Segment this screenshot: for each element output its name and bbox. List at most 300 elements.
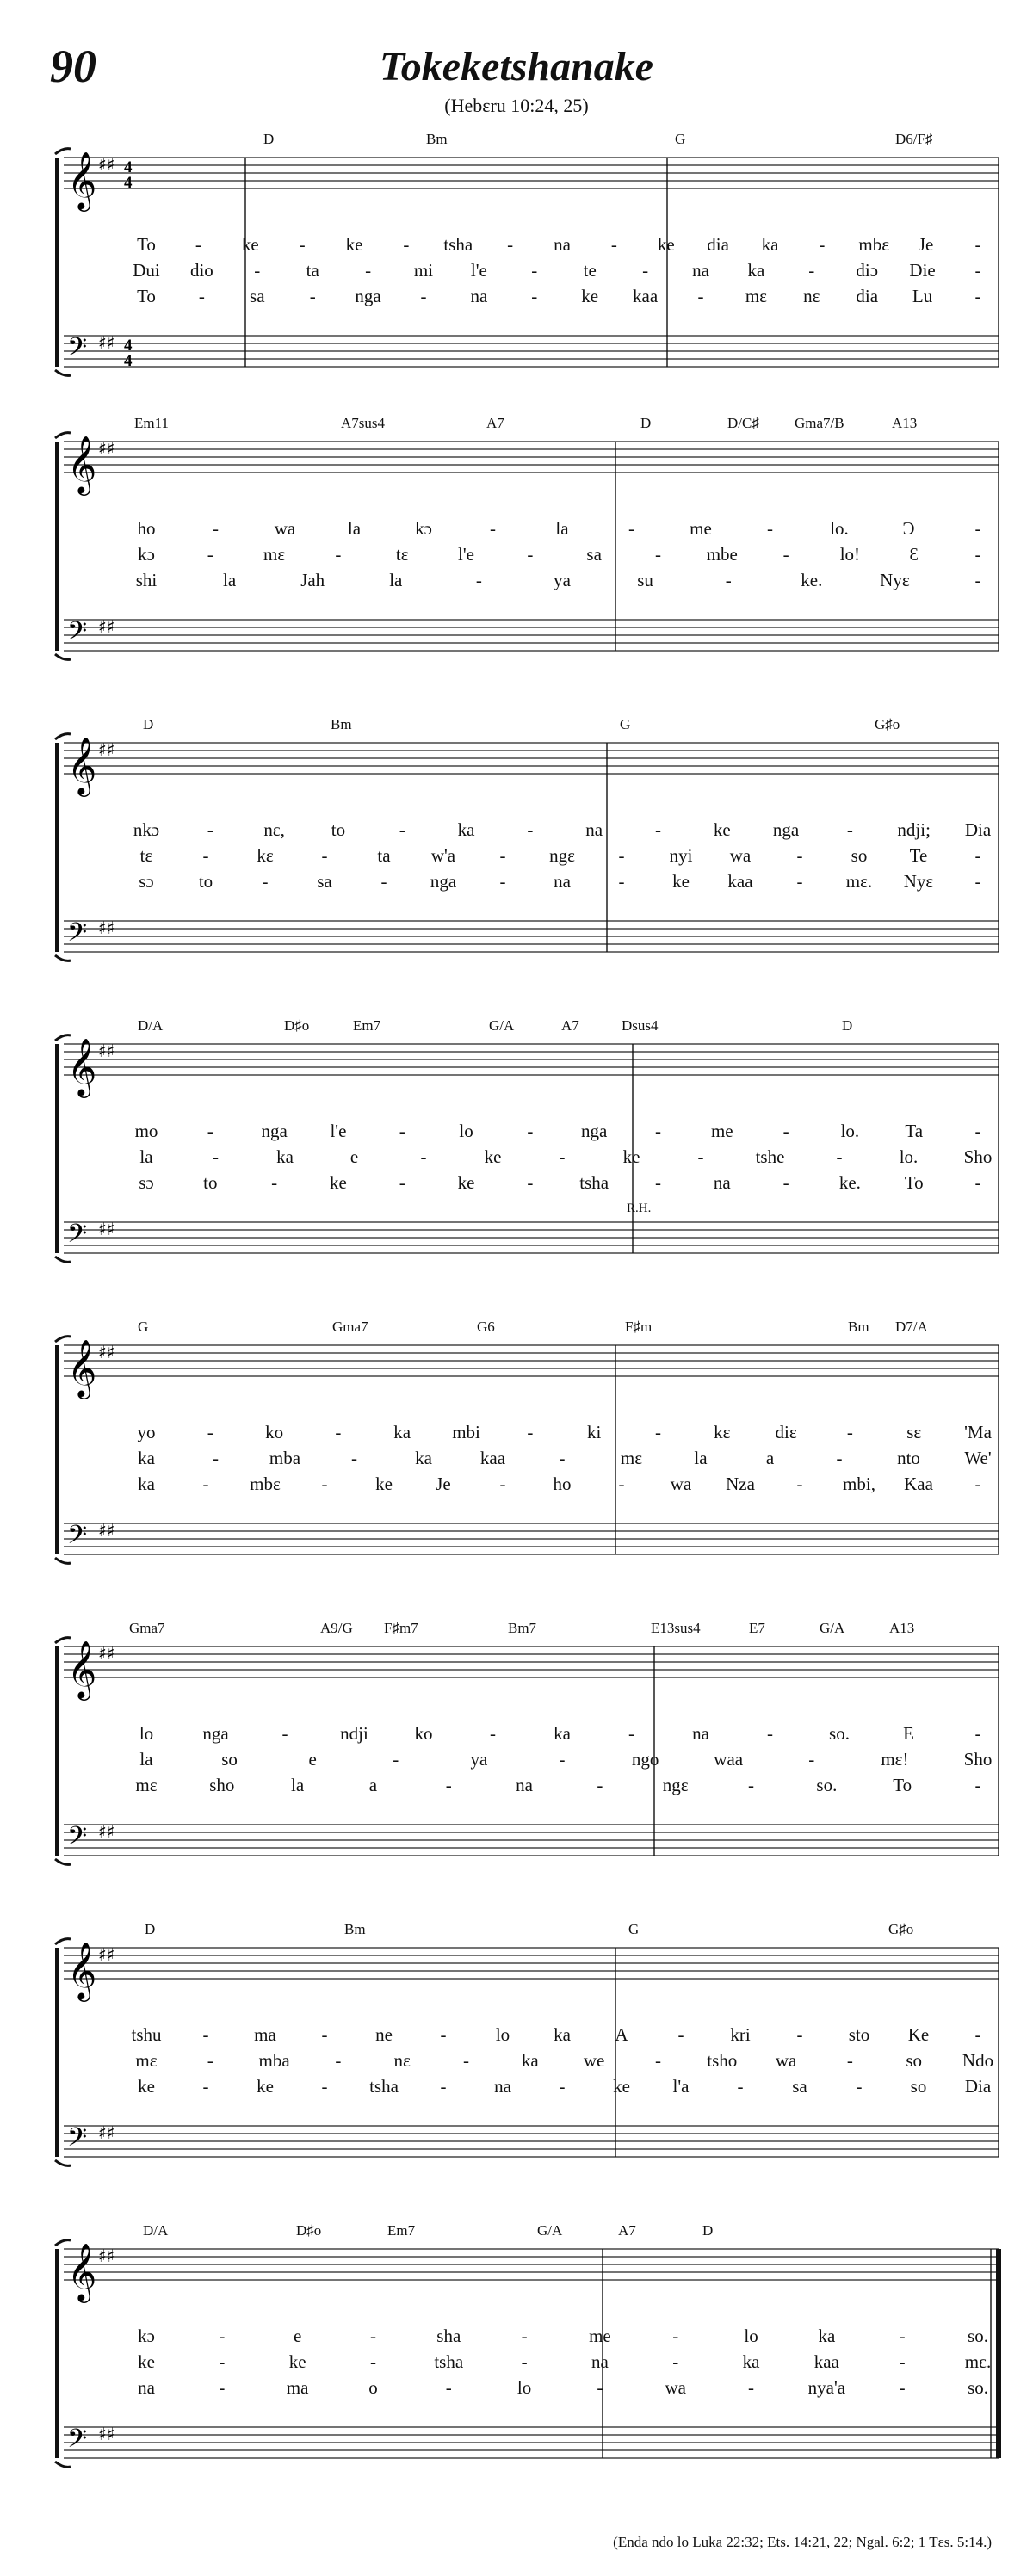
lyric-line-verse-3 [0, 1172, 1033, 1195]
lyric-syllable: - [974, 234, 981, 255]
lyric-syllable: wa [729, 845, 752, 866]
bass-clef-icon: 𝄢 [67, 2425, 88, 2460]
lyric-syllable: kɔ [138, 2326, 155, 2346]
lyric-syllable: diɔ [856, 260, 879, 281]
lyric-syllable: To [893, 1775, 912, 1795]
chord-symbol: A13 [892, 415, 918, 431]
lyric-syllable: tshu [131, 2024, 162, 2045]
key-signature-icon: ♯♯ [98, 2424, 115, 2444]
key-signature-icon: ♯♯ [98, 1821, 115, 1842]
lyric-syllable: - [899, 2351, 906, 2372]
lyric-syllable: - [697, 1146, 704, 1167]
chord-symbol: A7 [486, 415, 504, 431]
lyric-syllable: - [672, 2326, 679, 2346]
chord-symbol: A13 [889, 1620, 915, 1636]
lyric-syllable: - [440, 2076, 447, 2097]
bass-clef-icon: 𝄢 [67, 1521, 88, 1556]
lyric-syllable: me [690, 518, 712, 539]
lyric-syllable: Lu [912, 286, 933, 306]
lyric-syllable: - [672, 2351, 679, 2372]
bass-clef-icon: 𝄢 [67, 617, 88, 652]
lyric-syllable: l'e [458, 544, 475, 565]
lyric-syllable: - [642, 260, 649, 281]
lyric-syllable: mɛ! [881, 1749, 909, 1770]
lyric-syllable: sha [436, 2326, 461, 2346]
lyric-syllable: - [531, 286, 538, 306]
lyric-syllable: ke [138, 2076, 155, 2097]
system-4 [0, 1016, 1033, 1325]
lyric-line-verse-3 [0, 286, 1033, 308]
bracket-cap [55, 1257, 71, 1262]
lyric-syllable: ke [457, 1172, 475, 1193]
lyric-syllable: Ɛ [909, 544, 919, 565]
lyric-syllable: - [207, 819, 213, 840]
lyric-syllable: wa [665, 2377, 686, 2398]
lyric-syllable: nyi [669, 845, 693, 866]
lyric-syllable: - [836, 1146, 843, 1167]
lyric-syllable: ke [138, 2351, 155, 2372]
lyric-syllable: - [207, 544, 213, 565]
lyric-syllable: - [559, 1146, 566, 1167]
lyric-syllable: so. [816, 1775, 838, 1795]
lyric-syllable: lo [139, 1723, 154, 1744]
key-signature-icon: ♯♯ [98, 332, 115, 353]
lyric-syllable: - [202, 1473, 209, 1494]
lyric-syllable: la [694, 1448, 708, 1468]
lyric-syllable: sa [317, 871, 332, 892]
lyric-syllable: l'a [672, 2076, 690, 2097]
lyric-syllable: sɔ [139, 871, 154, 892]
lyric-syllable: Ɔ [902, 518, 915, 539]
lyric-syllable: ko [265, 1422, 284, 1442]
lyric-syllable: - [618, 1473, 625, 1494]
lyric-syllable: ke [672, 871, 690, 892]
lyric-syllable: Dui [133, 260, 160, 281]
chord-symbol: D [263, 131, 275, 147]
lyric-syllable: ke [657, 234, 675, 255]
chord-symbol: G/A [537, 2222, 563, 2239]
lyric-syllable: E [903, 1723, 914, 1744]
bracket-cap [55, 1558, 71, 1563]
lyric-syllable: - [499, 1473, 506, 1494]
lyric-syllable: ka [393, 1422, 411, 1442]
lyric-syllable: 'Ma [964, 1422, 992, 1442]
chord-symbol: Gma7 [129, 1620, 165, 1636]
lyric-syllable: - [748, 2377, 755, 2398]
chord-symbol: G/A [820, 1620, 845, 1636]
lyric-syllable: na [591, 2351, 609, 2372]
lyric-syllable: kɔ [415, 518, 432, 539]
chord-symbol: A7 [618, 2222, 636, 2239]
key-signature-icon: ♯♯ [98, 2246, 115, 2266]
lyric-syllable: ngɛ [662, 1775, 689, 1795]
lyric-syllable: - [628, 518, 634, 539]
lyric-syllable: la [139, 1749, 153, 1770]
lyric-syllable: - [299, 234, 306, 255]
key-signature-icon: ♯♯ [98, 917, 115, 938]
lyric-syllable: me [710, 1121, 733, 1141]
chord-symbol: Dsus4 [622, 1017, 659, 1034]
lyric-syllable: na [692, 260, 709, 281]
lyric-syllable: na [585, 819, 603, 840]
chord-symbol: D/A [138, 1017, 164, 1034]
footer-references: (Enda ndo lo Luka 22:32; Ets. 14:21, 22; Ngal. 6:2; 1 Tɛs. 5:14.) [613, 2534, 992, 2550]
lyric-syllable: dia [856, 286, 879, 306]
lyric-syllable: - [521, 2326, 528, 2346]
lyric-syllable: o [368, 2377, 378, 2398]
lyric-syllable: diɛ [775, 1422, 797, 1442]
lyric-syllable: ke [613, 2076, 630, 2097]
system-7 [0, 1919, 1033, 2229]
lyric-syllable: ke [257, 2076, 274, 2097]
lyric-syllable: - [202, 2076, 209, 2097]
key-signature-icon: ♯♯ [98, 1643, 115, 1664]
key-signature-icon: ♯♯ [98, 616, 115, 637]
lyric-line-verse-2 [0, 2050, 1033, 2073]
lyric-syllable: A [615, 2024, 628, 2045]
lyric-syllable: - [213, 1448, 219, 1468]
lyric-syllable: - [559, 1448, 566, 1468]
lyric-syllable: l'e [470, 260, 487, 281]
lyric-syllable: ya [470, 1749, 488, 1770]
lyric-syllable: - [527, 819, 534, 840]
lyric-syllable: - [219, 2377, 226, 2398]
bass-clef-icon: 𝄢 [67, 1220, 88, 1255]
lyric-syllable: tɛ [395, 544, 409, 565]
lyric-syllable: - [490, 1723, 496, 1744]
lyric-syllable: Jah [300, 570, 325, 590]
lyric-syllable: mbɛ [250, 1473, 281, 1494]
chord-symbol: Gma7 [332, 1319, 368, 1335]
lyric-line-verse-1 [0, 1121, 1033, 1143]
lyric-syllable: mba [269, 1448, 301, 1468]
lyric-syllable: w'a [430, 845, 456, 866]
lyric-syllable: ka [747, 260, 765, 281]
chord-symbol: D [145, 1921, 156, 1937]
lyric-syllable: - [654, 1172, 661, 1193]
lyric-syllable: - [654, 819, 661, 840]
lyric-syllable: ndji; [897, 819, 931, 840]
lyric-syllable: - [527, 544, 534, 565]
lyric-syllable: - [767, 1723, 773, 1744]
key-signature-icon: ♯♯ [98, 1041, 115, 1061]
lyric-syllable: so. [829, 1723, 850, 1744]
lyric-syllable: - [380, 871, 387, 892]
lyric-syllable: - [974, 1775, 981, 1795]
chord-symbol: G♯o [875, 716, 900, 732]
lyric-syllable: sa [250, 286, 265, 306]
chord-symbol: D [143, 716, 154, 732]
lyric-syllable: ke [581, 286, 599, 306]
lyric-syllable: Je [436, 1473, 451, 1494]
key-signature-icon: ♯♯ [98, 1219, 115, 1239]
lyric-syllable: wa [274, 518, 296, 539]
lyric-line-verse-3 [0, 2377, 1033, 2400]
lyric-syllable: tsha [443, 234, 473, 255]
lyric-syllable: la [389, 570, 403, 590]
chord-symbol: G [138, 1319, 149, 1335]
chord-symbol: A7sus4 [341, 415, 386, 431]
lyric-syllable: mɛ. [964, 2351, 992, 2372]
chord-symbol: D/A [143, 2222, 169, 2239]
lyric-syllable: To [137, 286, 156, 306]
lyric-syllable: ndji [340, 1723, 368, 1744]
lyric-syllable: lo! [839, 544, 861, 565]
lyric-syllable: nkɔ [133, 819, 160, 840]
lyric-line-verse-1 [0, 2326, 1033, 2348]
lyric-syllable: Ta [905, 1121, 924, 1141]
lyric-syllable: - [899, 2377, 906, 2398]
lyric-syllable: Sho [963, 1749, 993, 1770]
chord-symbol: D7/A [895, 1319, 928, 1335]
lyric-syllable: lo. [830, 518, 849, 539]
time-signature: 4 [124, 337, 133, 355]
lyric-syllable: To [137, 234, 156, 255]
lyric-syllable: a [765, 1448, 775, 1468]
lyric-syllable: ma [286, 2377, 309, 2398]
lyric-syllable: ke [375, 1473, 393, 1494]
lyric-syllable: - [507, 234, 514, 255]
lyric-syllable: mbi [452, 1422, 480, 1442]
lyric-syllable: mbɛ [858, 234, 890, 255]
bracket-cap [55, 2160, 71, 2165]
lyric-syllable: - [207, 1121, 213, 1141]
lyric-syllable: - [974, 1172, 981, 1193]
chord-symbol: Em7 [353, 1017, 381, 1034]
lyric-line-verse-3 [0, 2076, 1033, 2098]
lyric-syllable: na [713, 1172, 731, 1193]
lyric-syllable: - [974, 260, 981, 281]
lyric-syllable: - [597, 2377, 603, 2398]
lyric-syllable: te [583, 260, 597, 281]
lyric-syllable: - [628, 1723, 634, 1744]
lyric-syllable: ngɛ [549, 845, 575, 866]
lyric-syllable: - [351, 1448, 357, 1468]
lyric-syllable: ka [276, 1146, 294, 1167]
lyric-syllable: - [420, 1146, 427, 1167]
lyric-syllable: ka [138, 1448, 155, 1468]
chord-symbol: Em7 [387, 2222, 416, 2239]
scripture-reference: (Hebɛru 10:24, 25) [444, 95, 589, 116]
lyric-syllable: tsha [369, 2076, 399, 2097]
system-3 [0, 714, 1033, 1024]
lyric-syllable: lo [744, 2326, 758, 2346]
key-signature-icon: ♯♯ [98, 1944, 115, 1965]
lyric-syllable: - [531, 260, 538, 281]
lyric-syllable: nga [202, 1723, 229, 1744]
lyric-syllable: kɛ [714, 1422, 731, 1442]
lyric-syllable: Dia [964, 819, 992, 840]
lyric-syllable: la [223, 570, 237, 590]
lyric-syllable: na [692, 1723, 709, 1744]
lyric-syllable: - [782, 544, 789, 565]
lyric-syllable: ke [484, 1146, 502, 1167]
lyric-syllable: - [262, 871, 269, 892]
lyric-syllable: kɔ [138, 544, 155, 565]
lyric-syllable: - [796, 2024, 803, 2045]
lyric-syllable: ta [306, 260, 319, 281]
lyric-syllable: kaa [813, 2351, 839, 2372]
lyric-syllable: - [618, 845, 625, 866]
lyric-syllable: - [335, 544, 342, 565]
lyric-syllable: ke. [838, 1172, 861, 1193]
bracket-cap [55, 2462, 71, 2467]
lyric-syllable: - [445, 2377, 452, 2398]
lyric-syllable: nga [355, 286, 381, 306]
lyric-syllable: la [139, 1146, 153, 1167]
lyric-syllable: wa [670, 1473, 692, 1494]
lyric-syllable: - [198, 286, 205, 306]
lyric-syllable: - [207, 2050, 213, 2071]
lyric-syllable: mba [258, 2050, 290, 2071]
lyric-syllable: Nza [726, 1473, 755, 1494]
chord-symbol: Bm [331, 716, 352, 732]
lyric-syllable: mi [413, 260, 434, 281]
lyric-syllable: ka [554, 1723, 571, 1744]
lyric-syllable: ke [622, 1146, 640, 1167]
lyric-syllable: ke [288, 2351, 306, 2372]
lyric-syllable: Nyɛ [880, 570, 910, 590]
lyric-syllable: - [321, 845, 328, 866]
chord-symbol: D♯o [296, 2222, 322, 2239]
lyric-syllable: - [974, 2024, 981, 2045]
chord-symbol: F♯m7 [384, 1620, 418, 1636]
chord-symbol: G6 [477, 1319, 495, 1335]
lyric-syllable: na [494, 2076, 511, 2097]
chord-symbol: D♯o [284, 1017, 310, 1034]
lyric-syllable: - [654, 544, 661, 565]
lyric-syllable: a [368, 1775, 378, 1795]
lyric-syllable: ke [713, 819, 731, 840]
lyric-syllable: lo. [840, 1121, 860, 1141]
chord-symbol: G [675, 131, 686, 147]
lyric-syllable: - [618, 871, 625, 892]
lyric-syllable: so [851, 845, 868, 866]
lyric-syllable: na [554, 871, 571, 892]
lyric-syllable: - [499, 845, 506, 866]
lyric-syllable: - [403, 234, 410, 255]
lyric-line-verse-1 [0, 819, 1033, 842]
chord-symbol: D6/F♯ [895, 131, 933, 147]
chord-symbol: Em11 [134, 415, 169, 431]
lyric-syllable: - [836, 1448, 843, 1468]
lyric-syllable: - [393, 1749, 399, 1770]
lyric-syllable: ngo [631, 1749, 659, 1770]
lyric-syllable: tshe [755, 1146, 785, 1167]
chord-symbol: A9/G [320, 1620, 353, 1636]
lyric-syllable: - [399, 819, 405, 840]
lyric-syllable: Nyɛ [903, 871, 934, 892]
treble-clef-icon: 𝄞 [67, 151, 97, 209]
lyric-syllable: - [974, 845, 981, 866]
lyric-syllable: - [281, 1723, 288, 1744]
key-signature-icon: ♯♯ [98, 2122, 115, 2143]
lyric-syllable: - [309, 286, 316, 306]
lyric-syllable: mɛ [135, 2050, 158, 2071]
lyric-syllable: - [559, 1749, 566, 1770]
lyric-syllable: - [365, 260, 372, 281]
lyric-syllable: ke [241, 234, 259, 255]
treble-clef-icon: 𝄞 [67, 736, 97, 794]
treble-clef-icon: 𝄞 [67, 1941, 97, 1999]
lyric-line-verse-3 [0, 1775, 1033, 1797]
lyric-syllable: mbe [706, 544, 738, 565]
lyric-syllable: ya [554, 570, 571, 590]
lyric-syllable: - [207, 1422, 213, 1442]
lyric-syllable: ke [330, 1172, 347, 1193]
lyric-syllable: - [796, 845, 803, 866]
lyric-syllable: - [321, 2024, 328, 2045]
lyric-syllable: so. [968, 2377, 988, 2398]
lyric-syllable: ka [138, 1473, 155, 1494]
lyric-syllable: - [213, 518, 219, 539]
system-1 [0, 129, 1033, 439]
lyric-syllable: - [369, 2326, 376, 2346]
lyric-line-verse-1 [0, 518, 1033, 541]
lyric-syllable: - [974, 544, 981, 565]
key-signature-icon: ♯♯ [98, 438, 115, 459]
lyric-syllable: e [293, 2326, 302, 2346]
lyric-line-verse-2 [0, 1146, 1033, 1169]
lyric-syllable: - [846, 819, 853, 840]
treble-clef-icon: 𝄞 [67, 2242, 97, 2301]
chord-symbol: G/A [489, 1017, 515, 1034]
treble-clef-icon: 𝄞 [67, 1338, 97, 1397]
lyric-syllable: - [856, 2076, 863, 2097]
lyric-line-verse-1 [0, 2024, 1033, 2047]
lyric-line-verse-3 [0, 1473, 1033, 1496]
chord-symbol: E7 [749, 1620, 765, 1636]
lyric-syllable: - [748, 1775, 755, 1795]
lyric-syllable: kɛ [257, 845, 274, 866]
bracket-cap [55, 654, 71, 659]
lyric-syllable: - [974, 1473, 981, 1494]
lyric-syllable: - [271, 1172, 278, 1193]
lyric-syllable: - [202, 845, 209, 866]
lyric-syllable: Ndo [962, 2050, 994, 2071]
lyric-line-verse-1 [0, 234, 1033, 256]
treble-clef-icon: 𝄞 [67, 1037, 97, 1096]
lyric-syllable: Ke [907, 2024, 930, 2045]
lyric-syllable: - [974, 570, 981, 590]
lyric-syllable: We' [964, 1448, 992, 1468]
lyric-syllable: - [440, 2024, 447, 2045]
lyric-syllable: - [254, 260, 261, 281]
lyric-syllable: wa [775, 2050, 797, 2071]
bass-clef-icon: 𝄢 [67, 1822, 88, 1857]
lyric-syllable: - [697, 286, 704, 306]
chord-symbol: A7 [561, 1017, 579, 1034]
lyric-syllable: - [490, 518, 496, 539]
lyric-syllable: - [767, 518, 773, 539]
lyric-syllable: - [974, 871, 981, 892]
lyric-syllable: mɛ [745, 286, 767, 306]
lyric-syllable: - [808, 1749, 815, 1770]
lyric-syllable: - [597, 1775, 603, 1795]
lyric-syllable: nɛ [393, 2050, 411, 2071]
lyric-syllable: ka [742, 2351, 760, 2372]
lyric-syllable: - [521, 2351, 528, 2372]
lyric-syllable: so [906, 2050, 923, 2071]
lyric-syllable: na [138, 2377, 155, 2398]
key-signature-icon: ♯♯ [98, 1342, 115, 1362]
chord-symbol: Bm7 [508, 1620, 537, 1636]
lyric-syllable: - [527, 1422, 534, 1442]
right-hand-marking: R.H. [627, 1202, 652, 1215]
lyric-syllable: - [420, 286, 427, 306]
lyric-syllable: sto [848, 2024, 870, 2045]
key-signature-icon: ♯♯ [98, 1520, 115, 1541]
